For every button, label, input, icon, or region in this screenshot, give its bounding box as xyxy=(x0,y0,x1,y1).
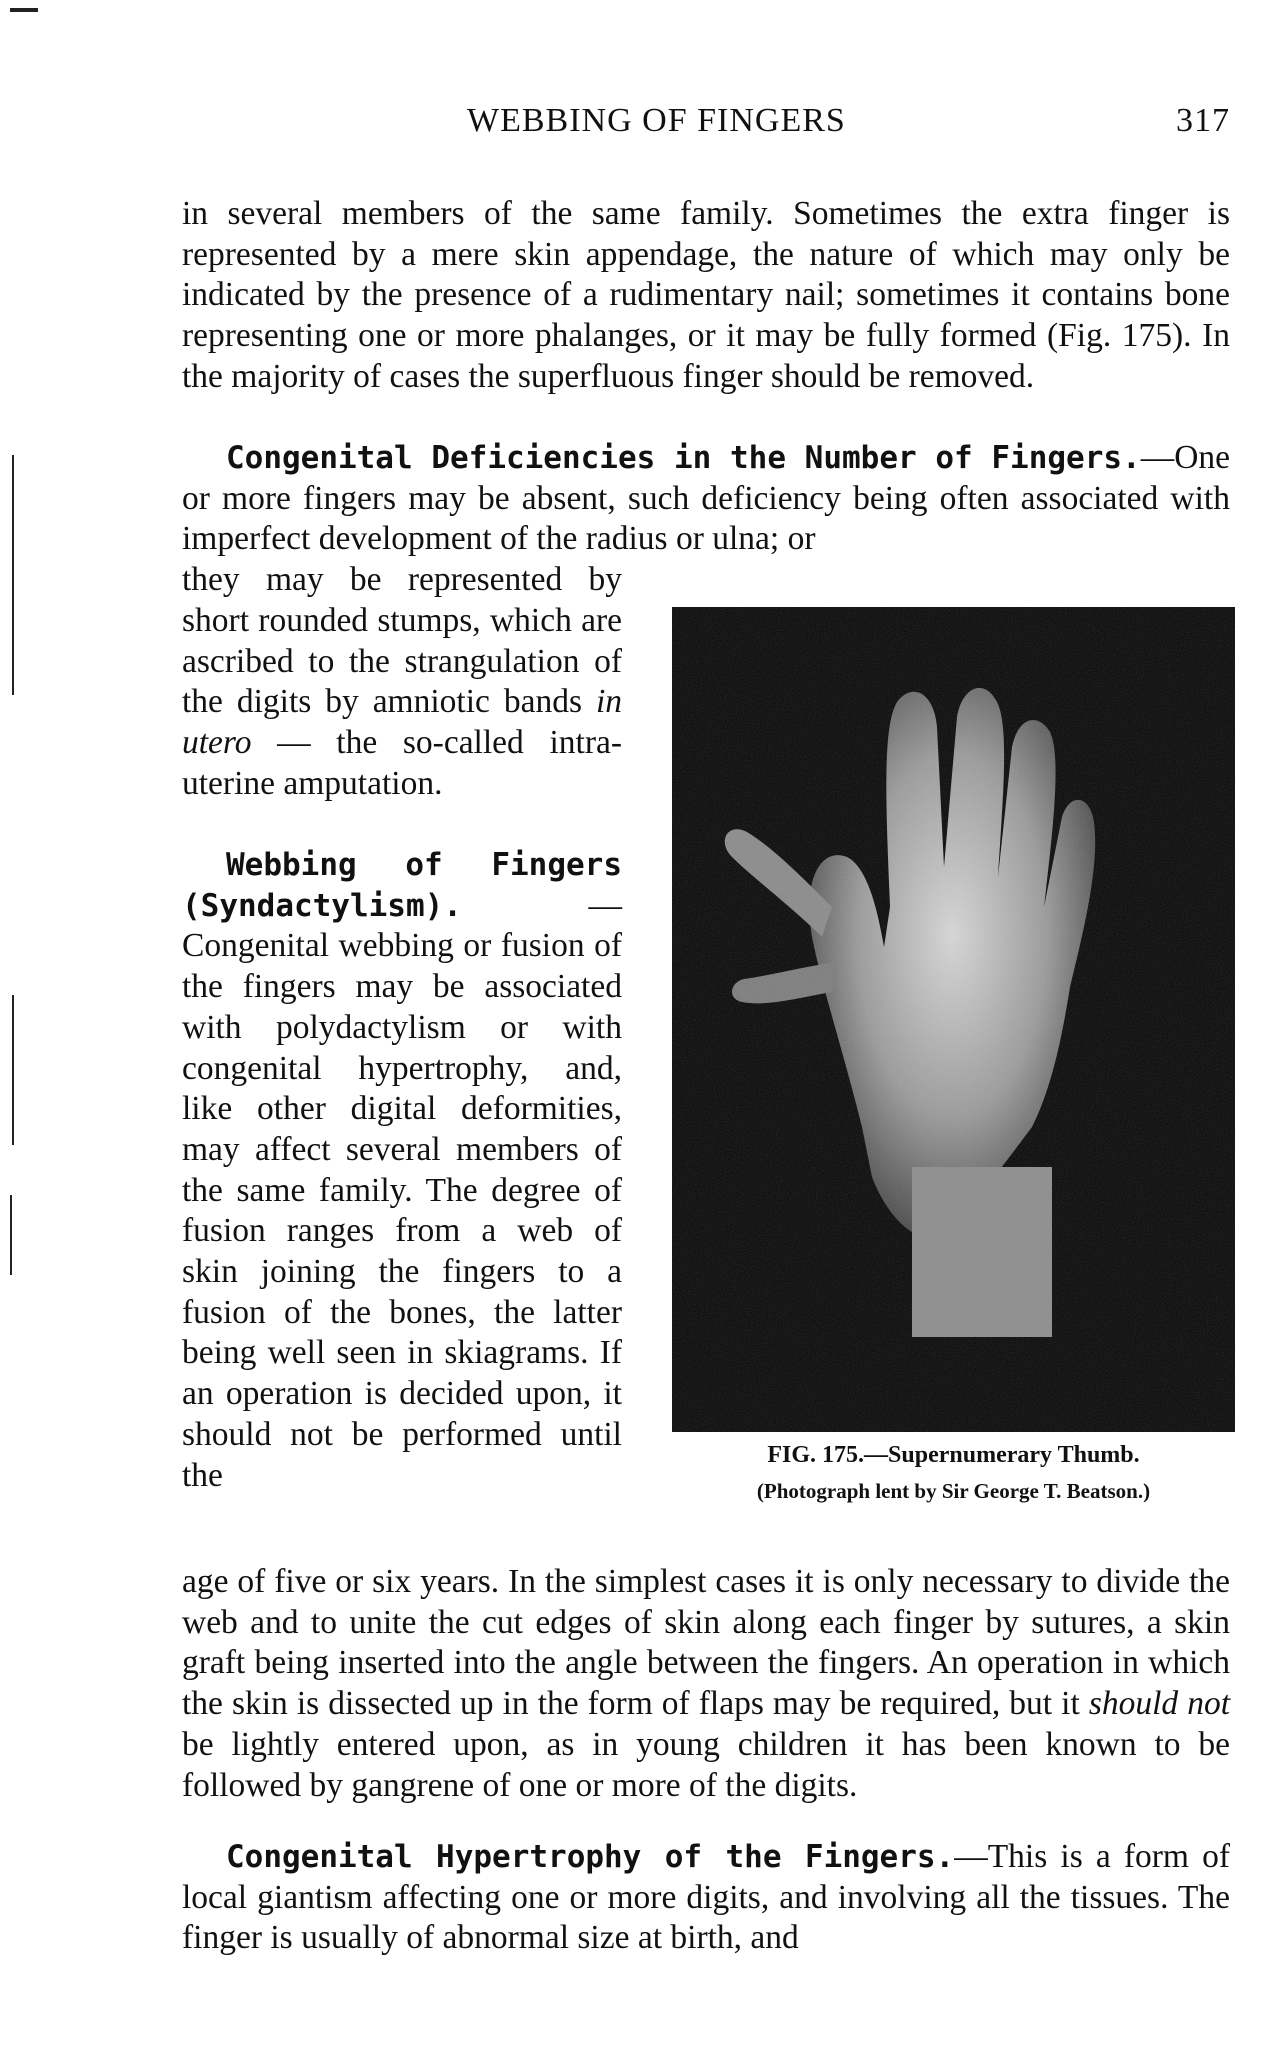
wrapped-text xyxy=(182,560,622,804)
hand-illustration xyxy=(672,607,1235,1432)
caption-label: FIG. 175.—Supernumerary Thumb. xyxy=(767,1442,1140,1468)
figure-caption xyxy=(672,1442,1235,1504)
paragraph-text: age of five or six years. In the simplest cases it is only necessary to divide the web and to unite the cut edges of skin along each finger by sutures, a skin graft being inserted into the angle between the fingers. An operation in which the skin is dissected up in the form of flaps may be required, but it xyxy=(182,1563,1230,1723)
section-heading: Congenital Hypertrophy of the Fingers. xyxy=(226,1839,955,1875)
page-number: 317 xyxy=(1176,102,1230,139)
section-heading: Webbing of Fingers (Syndactylism). xyxy=(182,847,622,924)
hand-photograph xyxy=(672,607,1235,1432)
paragraph-text: in several members of the same family. Sometimes the extra finger is represented by a mere skin appendage, the nature of which may only be indicated by the presence of a rudimentary nail; sometimes it contains bone representing one or more phalanges, or it may be fully formed (Fig. 175). In the majority of cases the superfluous finger should be removed. xyxy=(182,195,1230,395)
paragraph-text: —This is a form of local giantism affecting one or more digits, and involving all the tissues. The finger is usually of abnormal size at birth, and xyxy=(182,1838,1231,1957)
scan-mark xyxy=(10,1195,12,1275)
scan-mark xyxy=(10,8,38,12)
scan-mark xyxy=(12,995,14,1145)
paragraph-hypertrophy xyxy=(182,1837,1230,1959)
paragraph-continuation xyxy=(182,194,1230,398)
paragraph-text: be lightly entered upon, as in young children it has been known to be followed by gangrene of one or more of the digits. xyxy=(182,1725,1230,1804)
scan-mark xyxy=(12,455,14,695)
wrapped-text xyxy=(182,845,622,1496)
section-heading: Congenital Deficiencies in the Number of Fingers. xyxy=(226,440,1141,476)
caption-credit: (Photograph lent by Sir George T. Beatson.) xyxy=(756,1479,1151,1503)
running-head xyxy=(182,102,1230,146)
paragraph-webbing-continued xyxy=(182,1562,1230,1806)
paragraph-text: they may be represented by short rounded stumps, which are ascribed to the strangulation of the digits by amniotic bands xyxy=(182,561,622,721)
running-title: WEBBING OF FINGERS xyxy=(467,102,846,139)
paragraph-text: — the so-called intra-uterine amputation. xyxy=(182,723,622,802)
paragraph-text: — Congenital webbing or fusion of the fingers may be associated with polydactylism or with congenital hypertrophy, and, like other digital deformities, may affect several members of the same family. The degree of fusion ranges from a web of skin joining the fingers to a fusion of the bones, the latter being well seen in skiagrams. If an operation is decided upon, it should not be performed until the xyxy=(182,886,622,1494)
italic-text: should not xyxy=(1088,1685,1231,1723)
figure-175 xyxy=(672,607,1235,1504)
italic-text: in utero xyxy=(182,683,622,761)
hand-shape xyxy=(672,607,1235,1432)
paragraph-text: —One or more fingers may be absent, such deficiency being often associated with imperfect development of the radius or ulna; or xyxy=(182,439,1230,558)
